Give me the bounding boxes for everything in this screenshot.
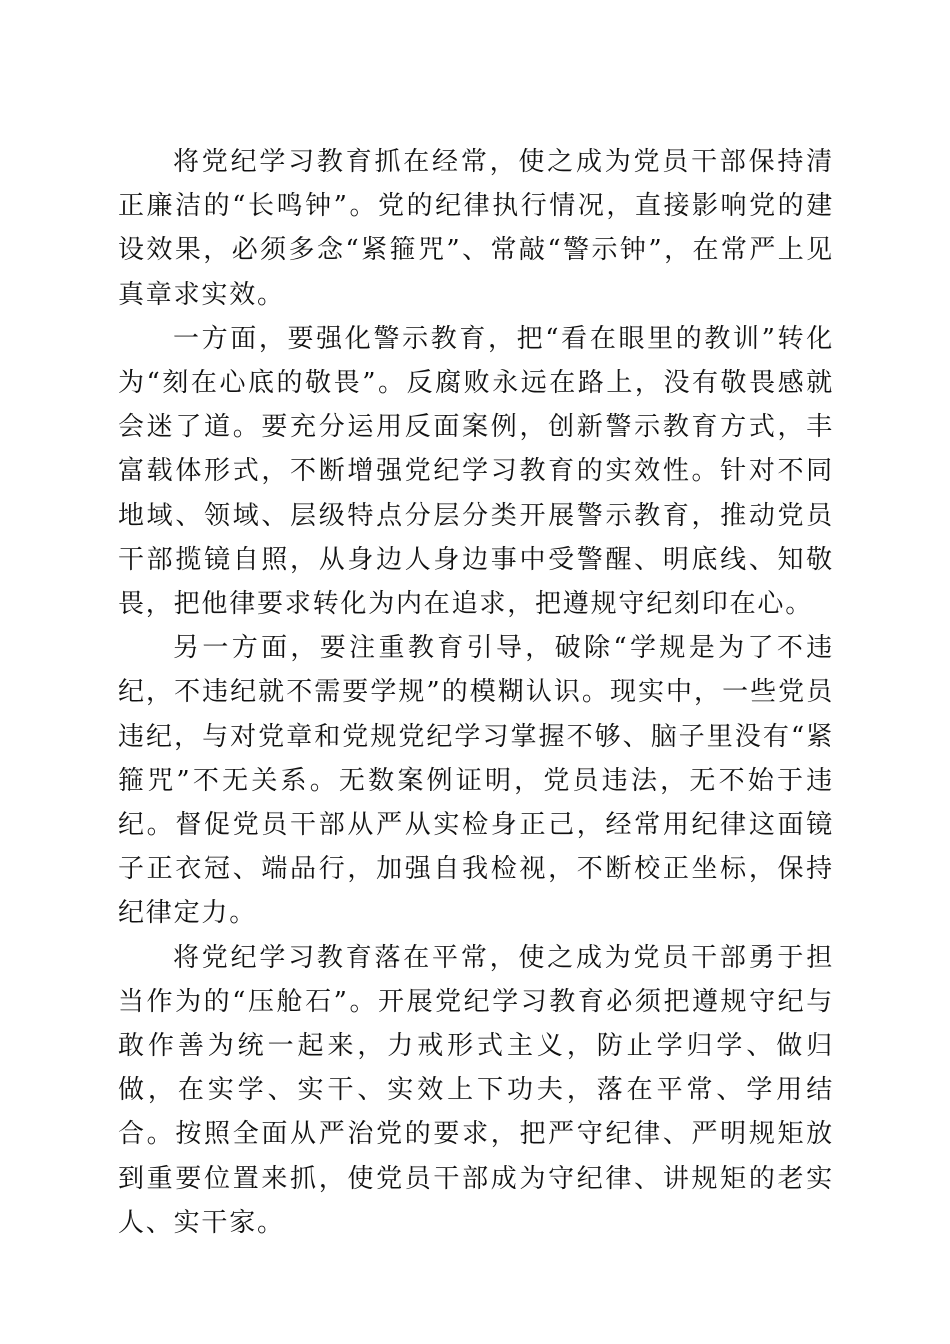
paragraph-4: 将党纪学习教育落在平常，使之成为党员干部勇于担当作为的“压舱石”。开展党纪学习教育必须把遵规守纪与敢作善为统一起来，力戒形式主义，防止学归学、做归做，在实学、实干、实效上下功夫，落在平常、学用结合。按照全面从严治党的要求，把严守纪律、严明规矩放到重要位置来抓，使党员干部成为守纪律、讲规矩的老实人、实干家。 xyxy=(118,942,834,1238)
paragraph-3: 另一方面，要注重教育引导，破除“学规是为了不违纪，不违纪就不需要学规”的模糊认识。现实中，一些党员违纪，与对党章和党规党纪学习掌握不够、脑子里没有“紧箍咒”不无关系。无数案例证明，党员违法，无不始于违纪。督促党员干部从严从实检身正己，经常用纪律这面镜子正衣冠、端品行，加强自我检视，不断校正坐标，保持纪律定力。 xyxy=(118,633,834,929)
paragraph-1: 将党纪学习教育抓在经常，使之成为党员干部保持清正廉洁的“长鸣钟”。党的纪律执行情况，直接影响党的建设效果，必须多念“紧箍咒”、常敲“警示钟”，在常严上见真章求实效。 xyxy=(118,147,834,310)
document-body xyxy=(118,140,834,1245)
paragraph-2: 一方面，要强化警示教育，把“看在眼里的教训”转化为“刻在心底的敬畏”。反腐败永远在路上，没有敬畏感就会迷了道。要充分运用反面案例，创新警示教育方式，丰富载体形式，不断增强党纪学习教育的实效性。针对不同地域、领域、层级特点分层分类开展警示教育，推动党员干部揽镜自照，从身边人身边事中受警醒、明底线、知敬畏，把他律要求转化为内在追求，把遵规守纪刻印在心。 xyxy=(118,323,834,620)
